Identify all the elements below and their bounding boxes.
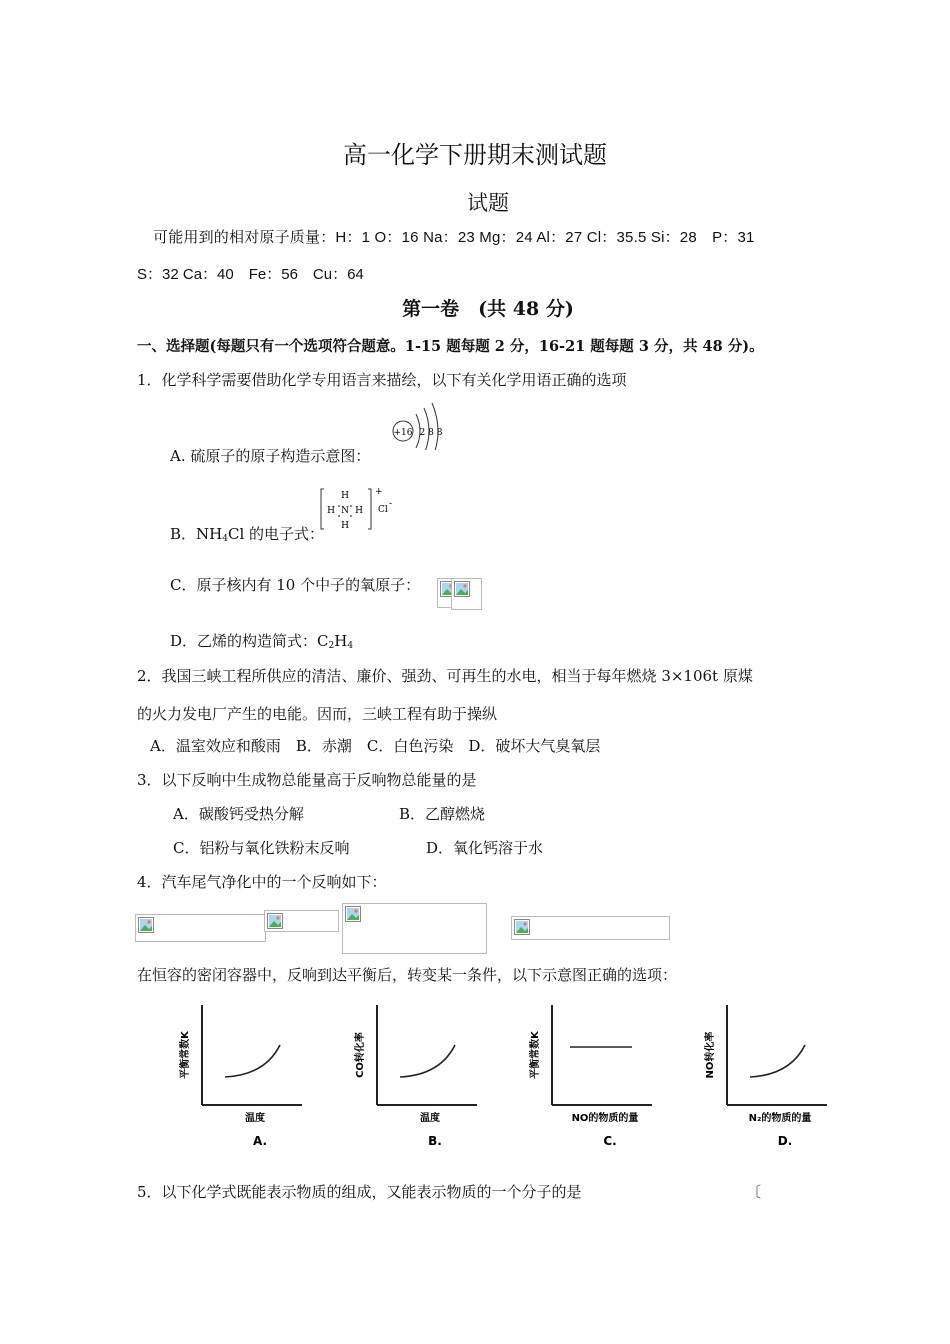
ammonium-chloride-electron-formula [318, 484, 398, 536]
x-axis-label: N₂的物质的量 [748, 1113, 812, 1124]
panel-label: B. [428, 1134, 442, 1148]
broken-image-equation-1 [135, 914, 266, 942]
q1-d-sub2: 4 [347, 641, 354, 651]
q3-option-c: C．铝粉与氧化铁粉末反响 [173, 839, 350, 857]
chloride-charge: - [389, 499, 393, 509]
chart-panel-2 [353, 1005, 477, 1148]
broken-image-icon [454, 581, 470, 597]
q1-stem: 1．化学科学需要借助化学专用语言来描绘，以下有关化学用语正确的选项 [137, 371, 627, 389]
section-heading: 第一卷 (共 48 分) [402, 298, 574, 320]
q2-stem-line2: 的火力发电厂产生的电能。因而，三峡工程有助于操纵 [137, 705, 498, 723]
chart-panel-3 [528, 1005, 652, 1148]
broken-image-icon [514, 919, 530, 935]
h-bottom: H [341, 521, 349, 531]
broken-image-icon [138, 917, 154, 933]
panel-label: C. [603, 1134, 617, 1148]
y-axis-label: NO转化率 [705, 1031, 716, 1079]
q3-stem: 3．以下反响中生成物总能量高于反响物总能量的是 [137, 771, 477, 789]
q1-d-pre: D．乙烯的构造简式：C [170, 632, 329, 650]
q3-option-a: A．碳酸钙受热分解 [173, 805, 304, 823]
q4-stem: 4．汽车尾气净化中的一个反响如下： [137, 873, 387, 891]
broken-image-icon [267, 913, 283, 929]
h-left: H [327, 506, 335, 516]
x-axis-label: 温度 [245, 1113, 265, 1124]
h-right: H [355, 506, 363, 516]
y-axis-label: CO转化率 [355, 1032, 366, 1078]
q4-charts [170, 995, 830, 1155]
q1-b-pre: B．NH [170, 525, 223, 543]
y-axis-label: 平衡常数K [180, 1031, 191, 1079]
q1-option-b [170, 523, 324, 544]
q5-bracket: 〔 [746, 1183, 762, 1201]
sulfur-atom-diagram [386, 400, 448, 450]
q4-condition: 在恒容的密闭容器中，反响到达平衡后，转变某一条件，以下示意图正确的选项： [137, 966, 678, 984]
atomic-masses-line2: S：32 Ca：40 Fe：56 Cu：64 [137, 266, 364, 283]
page-title: 高一化学下册期末测试题 [343, 141, 607, 169]
x-axis-label: 温度 [420, 1113, 440, 1124]
broken-image-equation-4 [511, 916, 670, 940]
chart-panel-4 [703, 1005, 827, 1148]
series-line [400, 1045, 455, 1077]
panel-label: A. [252, 1134, 268, 1148]
chart-panel-1 [178, 1005, 302, 1148]
n-center: N [341, 506, 349, 516]
page-subtitle: 试题 [467, 191, 509, 215]
q1-option-d [170, 630, 353, 651]
x-axis-label: NO的物质的量 [571, 1113, 639, 1124]
q5-stem: 5．以下化学式既能表示物质的组成，又能表示物质的一个分子的是 [137, 1183, 582, 1201]
broken-image-equation-2 [264, 910, 339, 932]
q1-b-post: Cl 的电子式： [227, 525, 325, 543]
q3-option-d: D．氧化钙溶于水 [426, 839, 544, 857]
h-top: H [341, 491, 349, 501]
q2-options: A．温室效应和酸雨 B．赤潮 C．白色污染 D．破坏大气臭氧层 [150, 737, 601, 755]
q1-d-mid: H [334, 632, 348, 650]
section-instructions: 一、选择题(每题只有一个选项符合题意。1-15 题每题 2 分，16-21 题每题 3 分，共 48 分)。 [137, 338, 764, 355]
q1-d-sub1: 2 [328, 641, 335, 651]
series-line [225, 1045, 280, 1077]
y-axis-label: 平衡常数K [530, 1031, 541, 1079]
q3-option-b: B．乙醇燃烧 [399, 805, 486, 823]
q1-option-a: A. 硫原子的原子构造示意图： [170, 447, 371, 465]
broken-image-equation-3 [342, 903, 487, 954]
q1-option-c: C．原子核内有 10 个中子的氧原子： [170, 576, 421, 594]
chloride-symbol: Cl [378, 505, 388, 515]
q1-b-sub: 4 [222, 534, 228, 544]
broken-image-q1c-2 [451, 578, 482, 610]
series-line [750, 1045, 805, 1077]
cation-charge: + [375, 487, 383, 497]
panel-label: D. [777, 1134, 793, 1148]
nucleus-label: +16 [393, 428, 413, 438]
atomic-masses-line1: 可能用到的相对原子质量：H：1 O：16 Na：23 Mg：24 Al：27 Cl：35.5 Si：28 P：31 [153, 229, 755, 246]
q2-stem-line1: 2．我国三峡工程所供应的清洁、廉价、强劲、可再生的水电，相当于每年燃烧 3×106t 原煤 [137, 667, 753, 685]
broken-image-icon [345, 906, 361, 922]
shell-electrons: 2 8 8 [419, 428, 443, 438]
